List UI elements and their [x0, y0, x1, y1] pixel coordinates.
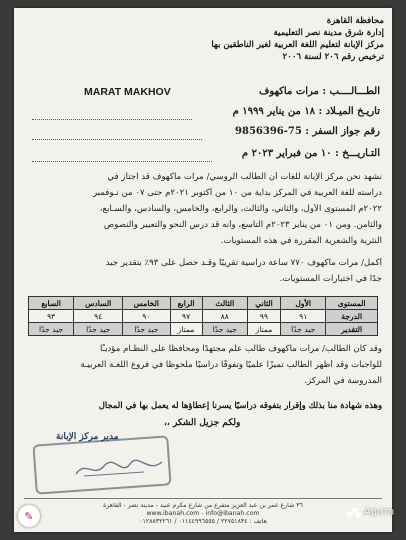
issue-date-field: التـاريـــخ : ١٠ من فبراير ٢٠٢٣ م: [241, 148, 380, 159]
table-cell: الثاني: [247, 297, 280, 310]
body-line: ٢٠٢٢م المستوى الأول، والثاني، والثالث، والرابع، والخامس، والسادس، والسـابع،: [99, 204, 382, 214]
table-cell: الخامس: [123, 297, 170, 310]
student-name-field: الطـــالــــب : مرات ماكهوف: [259, 86, 380, 97]
table-cell: جيد جدًا: [281, 323, 326, 336]
results-table: [28, 296, 378, 336]
table-cell: جيد جدًا: [202, 323, 247, 336]
director-title: مدير مركز الإبانة: [56, 432, 119, 442]
table-cell: الأول: [281, 297, 326, 310]
avito-logo-icon: [347, 507, 361, 517]
table-cell: المستوى: [326, 297, 378, 310]
table-cell: ٩٧: [170, 310, 202, 323]
closing-line: المدروسة في المركز.: [304, 376, 382, 386]
header-center-name: مركز الإبانة لتعليم اللغة العربية لغير الناطقين بها: [211, 40, 384, 50]
signature-icon: [74, 458, 164, 480]
closing-line-bold: وهذه شهادة منا بذلك وإقرار بتفوقه دراسيًا يسرنا إعطاؤها له يعمل بها في المجال: [98, 400, 382, 410]
table-cell: ٩٩: [247, 310, 280, 323]
table-cell: ٩٠: [123, 310, 170, 323]
header-governorate: محافظة القاهرة: [326, 16, 384, 26]
watermark-text: Авито: [363, 506, 394, 518]
footer-address: ٣٦ شارع عمر بن عبد العزيز متفرع من شارع مكرم عبيد - مدينة نصر - القاهرة: [103, 502, 303, 509]
table-cell: ٨٨: [202, 310, 247, 323]
dotted-line: [32, 161, 212, 162]
body-line: نشهد نحن مركز الإبانة للغات أن الطالب الروسي/ مرات ماكهوف قد اجتاز في: [107, 172, 382, 182]
header-license: ترخيص رقم ٢٠٦ لسنة ٢٠٠٦: [282, 52, 384, 62]
table-header-row: [29, 297, 378, 310]
table-row-grades: [29, 323, 378, 336]
certificate-document: [14, 8, 392, 532]
table-cell: ٩٣: [29, 310, 74, 323]
dotted-line: [32, 119, 192, 120]
body-line: النثرية والشعرية المقررة في هذه المستويات.: [220, 236, 382, 246]
footer-web: www.ibanah.com - info@ibanah.com: [146, 510, 260, 517]
closing-line: للواجبات وقد أظهر الطالب تميزًا علميًا وتفوقًا دراسيًا ملحوظًا في فروع اللغـة العربيـة: [80, 360, 382, 370]
table-cell: ٩٤: [74, 310, 123, 323]
table-row-scores: [29, 310, 378, 323]
table-cell: ممتاز: [170, 323, 202, 336]
table-cell: جيد جدًا: [29, 323, 74, 336]
body-line: جدًا في اختبارات المستويات.: [279, 274, 382, 284]
edit-pencil-icon[interactable]: ✎: [18, 505, 40, 527]
body-line: دراسته للغة العربية في المركز بداية من ١٠ من أكتوبر ٢٠٢١م حتى ٠٧ من نـوفمبر: [92, 188, 382, 198]
table-cell: السابع: [29, 297, 74, 310]
body-line: أكمل/ مرات ماكهوف ٧٧٠ ساعة دراسية تقريبًا وقـد حصل على ٩٣٪ بتقدير جيد: [105, 258, 382, 268]
table-cell: الدرجة: [326, 310, 378, 323]
table-cell: السادس: [74, 297, 123, 310]
table-cell: جيد جدًا: [123, 323, 170, 336]
table-cell: الثالث: [202, 297, 247, 310]
table-cell: الرابع: [170, 297, 202, 310]
footer-phone: هاتف : ٢٢٧٥١٨٣٤ / ٠١١٤٤٩٩٦٥٥٥ / ٠١٢٨٨٣٢٢٦١: [139, 518, 267, 525]
document-footer: [24, 498, 382, 526]
closing-line: وقد كان الطالب/ مرات ماكهوف طالب علم مجتهدًا ومحافظًا على النظـام مؤديـًا: [99, 344, 382, 354]
header-administration: إدارة شرق مدينة نصر التعليمية: [273, 28, 384, 38]
table-cell: ٩١: [281, 310, 326, 323]
passport-field: رقم جواز السفر : 75-9856396: [235, 126, 380, 137]
avito-watermark: [347, 506, 394, 518]
table-cell: جيد جدًا: [74, 323, 123, 336]
table-cell: التقدير: [326, 323, 378, 336]
dotted-line: [32, 139, 202, 140]
student-name-latin: MARAT MAKHOV: [84, 86, 171, 98]
thanks-line: ولكم جزيل الشكر ،،: [164, 418, 241, 428]
table-cell: ممتاز: [247, 323, 280, 336]
birth-date-field: تاريـخ الميـلاد : ١٨ من يناير ١٩٩٩ م: [232, 106, 380, 117]
body-line: والثامن. ومن ٠١ من يناير ٢٠٢٣م التاسع، وأنه قد درس النحو والتعبير والنصوص: [103, 220, 382, 230]
